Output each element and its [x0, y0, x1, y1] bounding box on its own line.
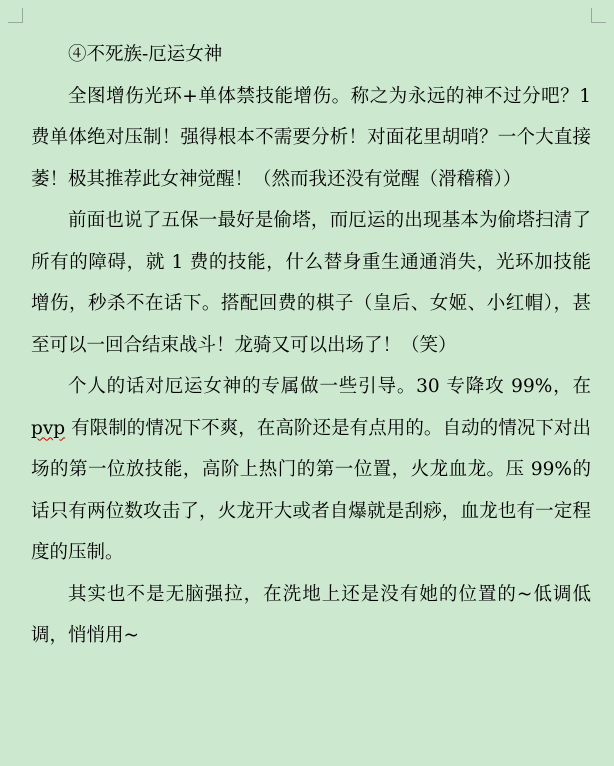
- page-corner-mark-right: [591, 8, 606, 23]
- document-body[interactable]: [31, 34, 591, 657]
- paragraph-2: 前面也说了五保一最好是偷塔，而厄运的出现基本为偷塔扫清了所有的障碍，就 1 费的技能，什么替身重生通通消失，光环加技能增伤，秒杀不在话下。搭配回费的棋子（皇后、女姬、小红帽），甚至可以一回合结束战斗！龙骑又可以出场了！（笑）: [31, 210, 591, 356]
- paragraph-3-text-before: 个人的话对厄运女神的专属做一些引导。30 专降攻 99%，在: [68, 376, 591, 397]
- spellcheck-flagged-word[interactable]: pvp: [31, 417, 66, 439]
- paragraph-1: 全图增伤光环+单体禁技能增伤。称之为永远的神不过分吧？1 费单体绝对压制！强得根本不需要分析！对面花里胡哨？一个大直接萎！极其推荐此女神觉醒！（然而我还没有觉醒（滑稽稽））: [31, 85, 591, 190]
- paragraph-3: [31, 366, 591, 574]
- paragraph-3-text-after: 有限制的情况下不爽，在高阶还是有点用的。自动的情况下对出场的第一位放技能，高阶上热门的第一位置，火龙血龙。压 99%的话只有两位数攻击了，火龙开大或者自爆就是刮痧，血龙也有一定程度的压制。: [31, 417, 591, 563]
- page-corner-mark-left: [8, 8, 23, 23]
- paragraph-4: 其实也不是无脑强拉，在洗地上还是没有她的位置的~低调低调，悄悄用~: [31, 583, 591, 646]
- section-heading: ④不死族-厄运女神: [68, 44, 223, 65]
